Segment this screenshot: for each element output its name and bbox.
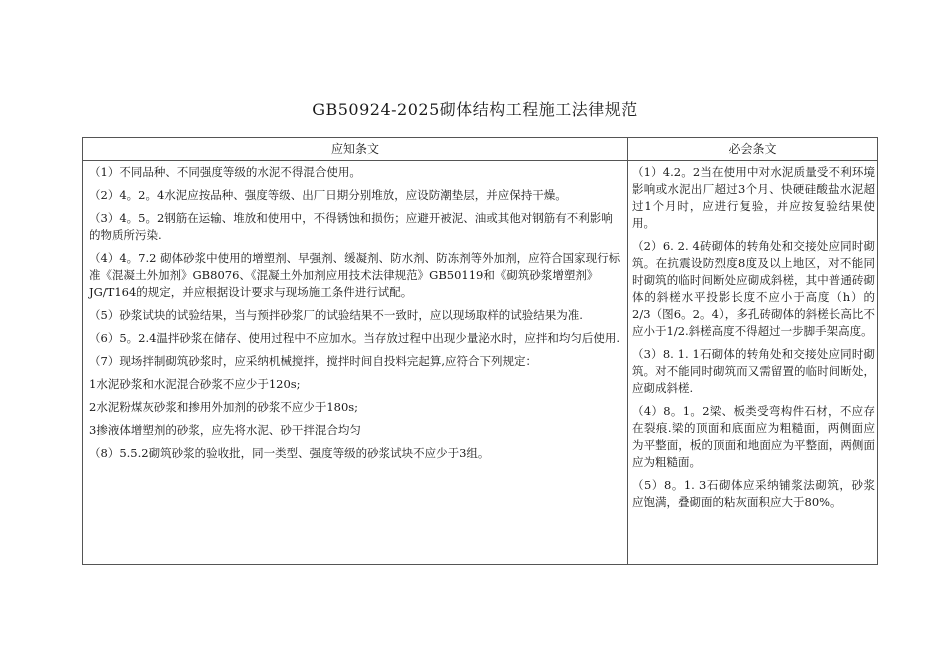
document-title: GB50924-2025砌体结构工程施工法律规范 xyxy=(312,100,638,119)
list-item: （1）4.2。2当在使用中对水泥质量受不利环境影响或水泥出厂超过3个月、快硬硅酸盐水泥超过1个月时，应进行复验，并应按复验结果使用。 xyxy=(632,165,875,230)
list-item: （7）现场拌制砌筑砂浆时，应采纳机械搅拌，搅拌时间自投料完起算,应符合下列规定： xyxy=(89,354,537,368)
list-item: （2）6. 2. 4砖砌体的转角处和交接处应同时砌筑。在抗震设防烈度8度及以上地区，对不能同时砌筑的临时间断处应砌成斜槎，其中普通砖砌体的斜槎水平投影长度不应小于高度（h）的2/3（图6。2。4），多孔砖砌体的斜槎长高比不应小于1/2.斜槎高度不得超过一步脚手架高度。 xyxy=(632,239,875,338)
right-clause-list xyxy=(628,161,877,564)
list-item: （2）4。2。4水泥应按品种、强度等级、出厂日期分别堆放，应设防潮垫层，并应保持干燥。 xyxy=(89,188,567,202)
header-required-skills: 必会条文 xyxy=(628,138,878,161)
list-item: 1水泥砂浆和水泥混合砂浆不应少于120s; xyxy=(89,377,301,391)
table-header-row xyxy=(83,138,878,161)
list-item: （1）不同品种、不同强度等级的水泥不得混合使用。 xyxy=(89,165,361,179)
list-item: （6）5。2.4温拌砂浆在储存、使用过程中不应加水。当存放过程中出现少量泌水时，应拌和均匀后使用. xyxy=(89,331,621,345)
list-item: （4）4。7.2 砌体砂浆中使用的增塑剂、早强剂、缓凝剂、防水剂、防冻剂等外加剂，应符合国家现行标准《混凝土外加剂》GB8076、《混凝土外加剂应用技术法律规范》GB50119和《砌筑砂浆增塑剂》JG/T164的规定，并应根据设计要求与现场施工条件进行试配。 xyxy=(89,251,621,299)
header-required-knowledge: 应知条文 xyxy=(83,138,628,161)
list-item: （5）8。1. 3石砌体应采纳铺浆法砌筑，砂浆应饱满，叠砌面的粘灰面积应大于80%。 xyxy=(632,478,875,509)
list-item: 3掺液体增塑剂的砂浆，应先将水泥、砂干拌混合均匀 xyxy=(89,423,361,437)
list-item: 2水泥粉煤灰砂浆和掺用外加剂的砂浆不应少于180s; xyxy=(89,400,359,414)
table-body-row xyxy=(83,161,878,565)
left-clause-list xyxy=(83,161,627,564)
left-column-cell xyxy=(83,161,628,565)
rules-table xyxy=(82,137,878,565)
list-item: （3）4。5。2钢筋在运输、堆放和使用中，不得锈蚀和损伤；应避开被泥、油或其他对钢筋有不利影响的物质所污染. xyxy=(89,211,613,242)
list-item: （3）8. 1. 1石砌体的转角处和交接处应同时砌筑。对不能同时砌筑而又需留置的临时间断处，应砌成斜槎. xyxy=(632,347,875,395)
list-item: （8）5.5.2砌筑砂浆的验收批，同一类型、强度等级的砂浆试块不应少于3组。 xyxy=(89,446,490,460)
list-item: （4）8。1。2梁、板类受弯构件石材，不应存在裂痕.梁的顶面和底面应为粗糙面，两侧面应为平整面，板的顶面和地面应为平整面，两侧面应为粗糙面。 xyxy=(632,404,875,469)
list-item: （5）砂浆试块的试验结果，当与预拌砂浆厂的试验结果不一致时，应以现场取样的试验结果为准. xyxy=(89,308,583,322)
right-column-cell xyxy=(628,161,878,565)
